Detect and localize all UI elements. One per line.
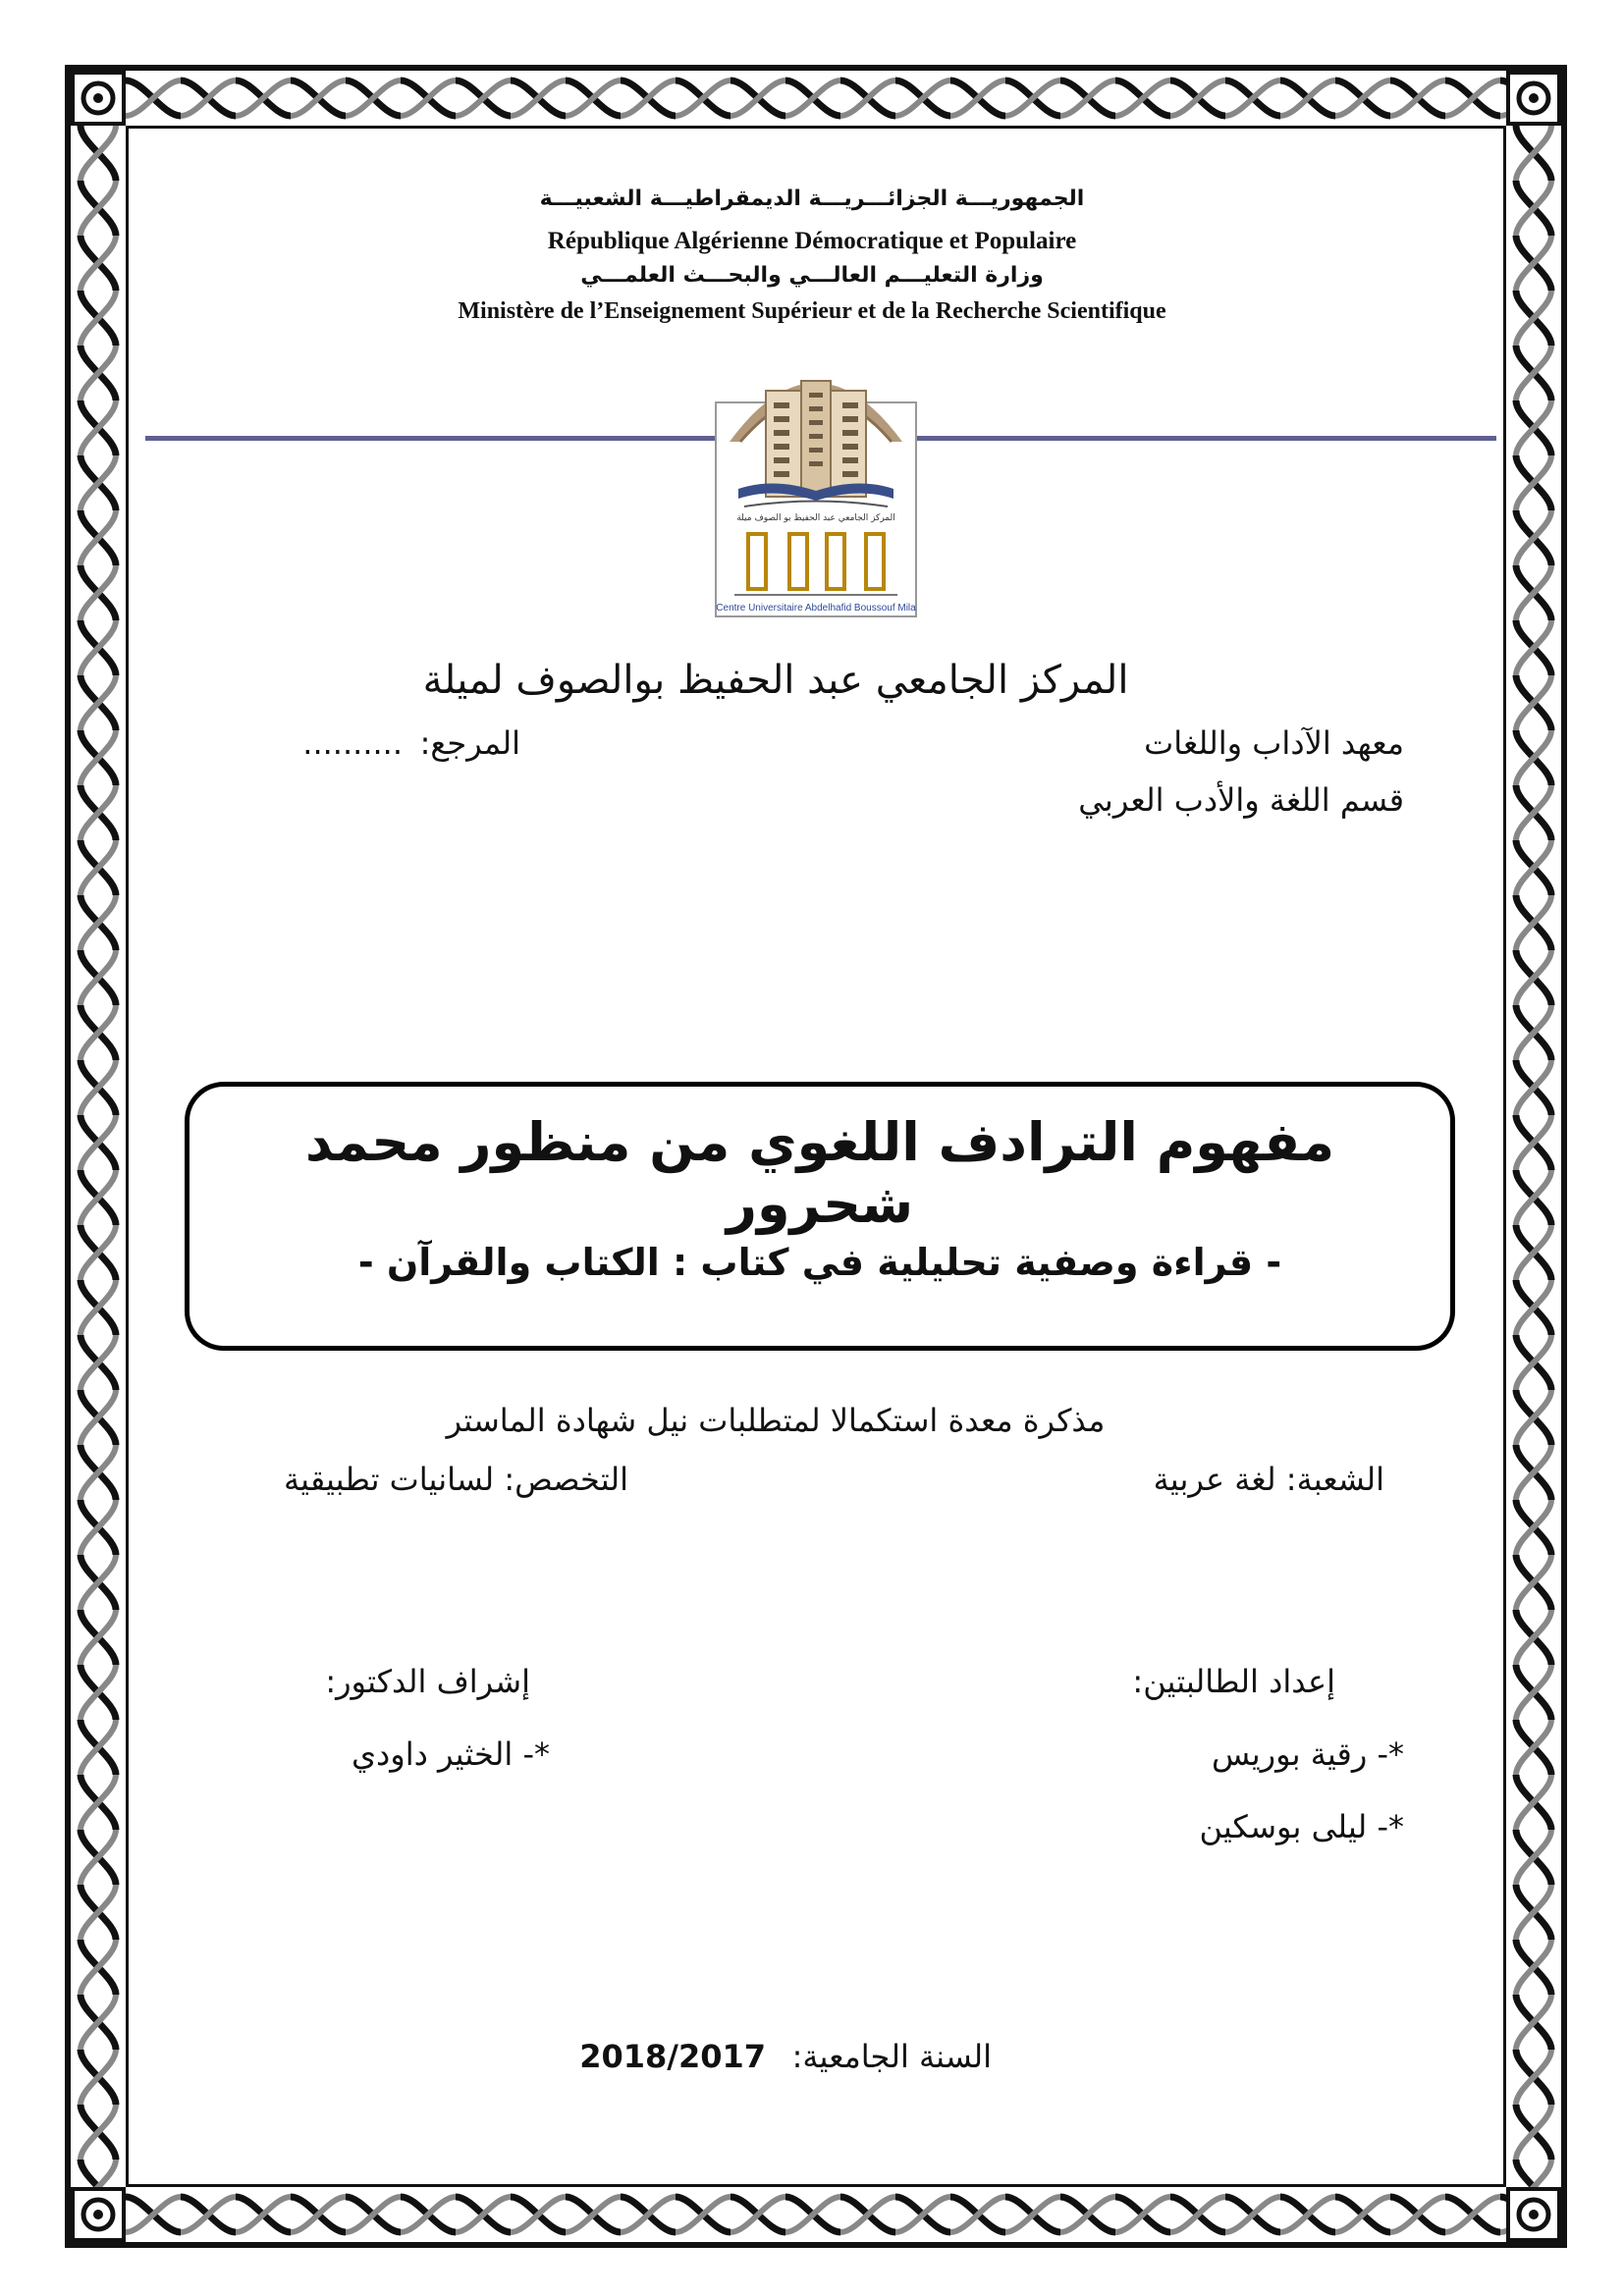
svg-text:المركز الجامعي عبد الحفيظ بو ا: المركز الجامعي عبد الحفيظ بو الصوف ميلة	[736, 513, 895, 523]
university-logo	[715, 324, 917, 618]
student-name: *- رقية بوريس	[1211, 1735, 1404, 1773]
svg-text:Centre Universitaire Abdelhafi: Centre Universitaire Abdelhafid Boussouf Mila	[716, 603, 916, 614]
corner-ornament-icon	[1506, 71, 1561, 126]
thesis-subtitle: - قراءة وصفية تحليلية في كتاب : الكتاب والقرآن -	[357, 1241, 1282, 1284]
supervisor-name: *- الخثير داودي	[351, 1735, 550, 1773]
ministry-french: Ministère de l’Enseignement Supérieur et de la Recherche Scientifique	[458, 298, 1166, 324]
academic-year-value: 2018/2017	[579, 2038, 766, 2075]
republic-french: République Algérienne Démocratique et Populaire	[547, 228, 1077, 254]
ministry-arabic: وزارة التعليـــم العالـــي والبحـــث العلمـــي	[580, 263, 1044, 288]
reference-label: المرجع:	[419, 724, 520, 762]
memo-specialty: التخصص: لسانيات تطبيقية	[284, 1461, 628, 1498]
academic-year-label: السنة الجامعية:	[791, 2038, 992, 2075]
department-name: قسم اللغة والأدب العربي	[1078, 781, 1404, 819]
students-label: إعداد الطالبتين:	[1132, 1663, 1335, 1700]
institute-name: معهد الآداب واللغات	[1144, 724, 1404, 762]
corner-ornament-icon	[71, 2187, 126, 2242]
header-rule-right	[917, 436, 1496, 441]
republic-arabic: الجمهوريـــة الجزائـــريـــة الديمقراطيـــة الشعبيـــة	[539, 187, 1085, 211]
student-name: *- ليلى بوسكين	[1199, 1808, 1404, 1845]
memo-branch: الشعبة: لغة عربية	[1153, 1461, 1384, 1498]
thesis-title: مفهوم الترادف اللغوي من منظور محمد شحرور	[304, 1111, 1335, 1235]
header-rule-left	[145, 436, 717, 441]
corner-ornament-icon	[1506, 2187, 1561, 2242]
supervisor-label: إشراف الدكتور:	[325, 1663, 530, 1700]
corner-ornament-icon	[71, 71, 126, 126]
institution-name: المركز الجامعي عبد الحفيظ بوالصوف لميلة	[422, 658, 1129, 703]
memo-purpose: مذكرة معدة استكمالا لمتطلبات نيل شهادة الماستر	[446, 1402, 1106, 1439]
reference-value: ..........	[302, 724, 403, 762]
